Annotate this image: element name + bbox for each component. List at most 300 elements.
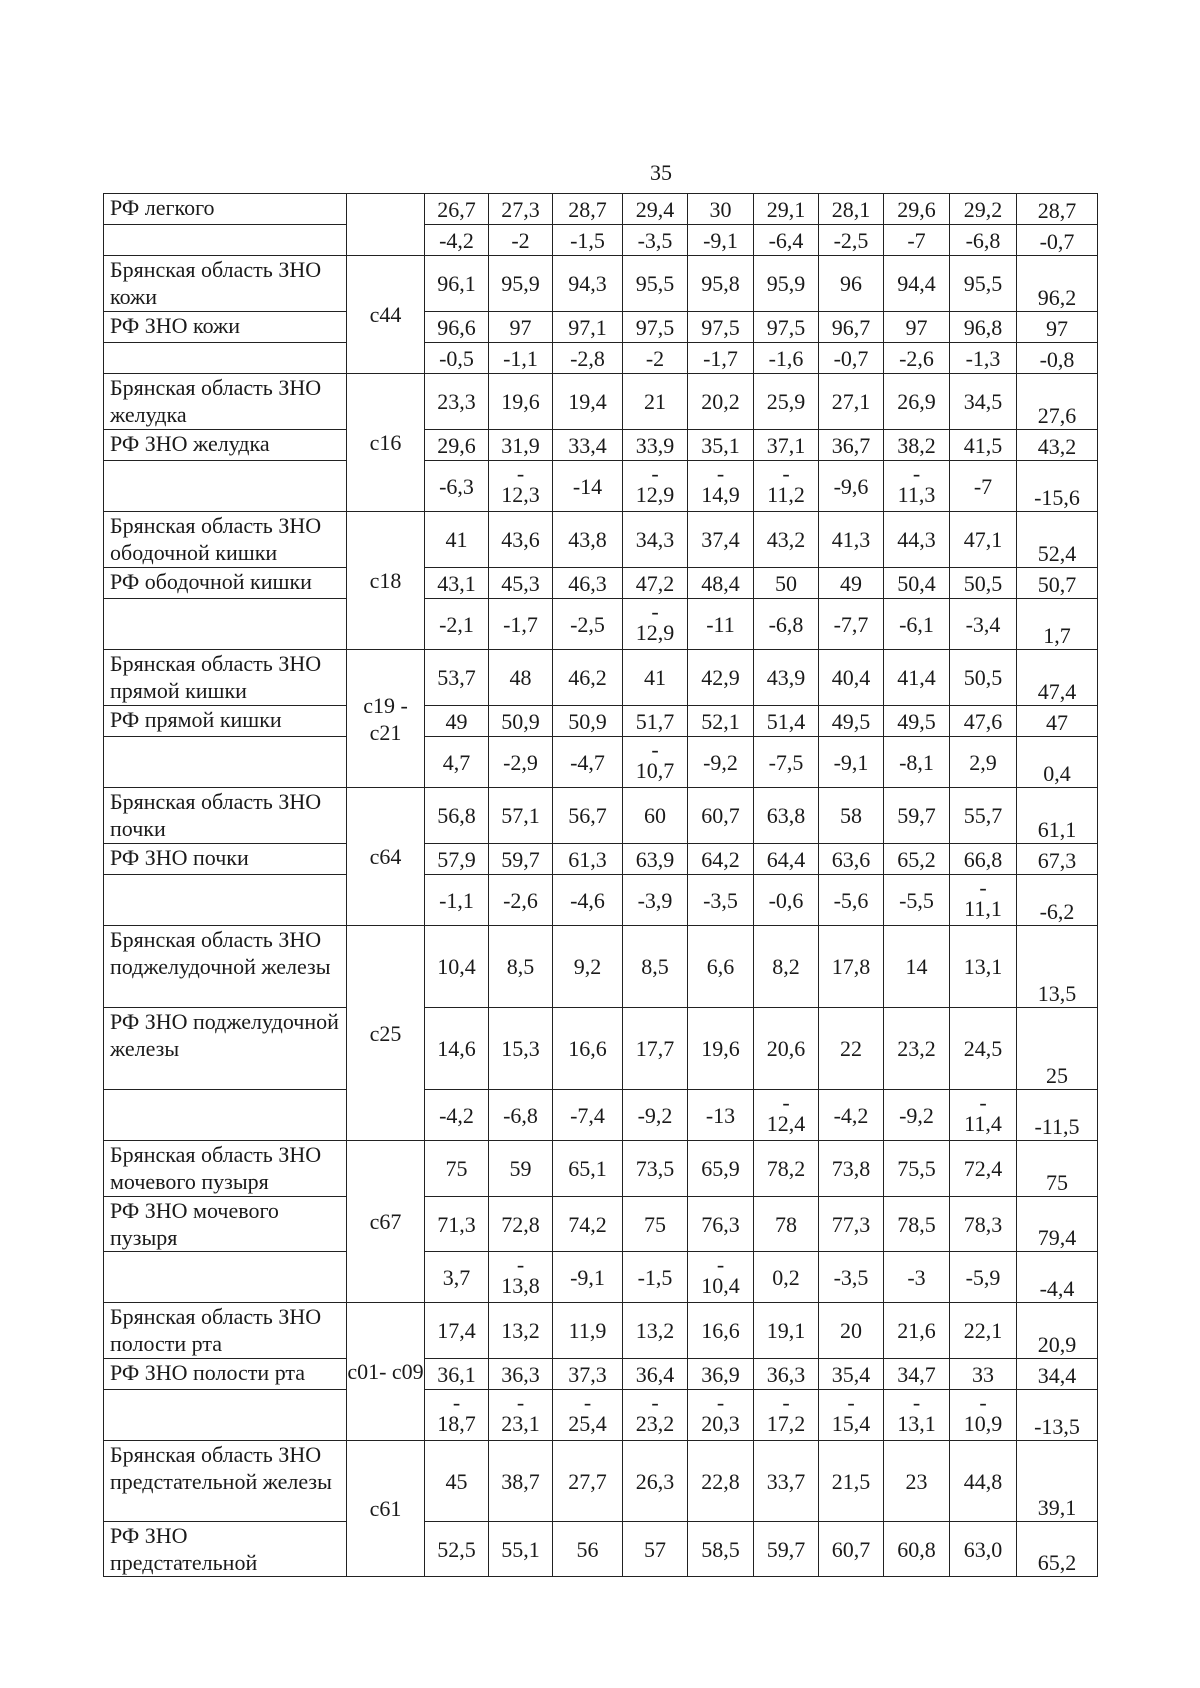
value-cell: 49 — [819, 568, 884, 599]
value-cell: 37,4 — [688, 512, 754, 568]
value-cell: 27,3 — [489, 194, 553, 225]
value-cell: 41 — [425, 512, 489, 568]
value-cell: -7,5 — [754, 737, 819, 788]
value-cell: 36,9 — [688, 1359, 754, 1390]
value-cell: 58,5 — [688, 1522, 754, 1577]
value-cell: -7 — [884, 225, 950, 256]
value-cell: 13,5 — [1017, 926, 1098, 1008]
value-cell: -6,2 — [1017, 875, 1098, 926]
value-cell: 49,5 — [819, 706, 884, 737]
table-row — [104, 650, 1098, 706]
value-cell: 97,5 — [623, 312, 688, 343]
row-label: РФ ЗНО кожи — [104, 312, 347, 343]
value-cell: 16,6 — [688, 1303, 754, 1359]
value-cell: -0,5 — [425, 343, 489, 374]
value-cell: 19,6 — [688, 1008, 754, 1090]
table-row — [104, 1441, 1098, 1522]
table-row — [104, 256, 1098, 312]
value-cell: 41 — [623, 650, 688, 706]
value-cell: -0,7 — [819, 343, 884, 374]
value-cell: 50,4 — [884, 568, 950, 599]
value-cell: -1,7 — [688, 343, 754, 374]
value-cell: 36,3 — [754, 1359, 819, 1390]
value-cell: -13 — [688, 1090, 754, 1141]
value-cell — [884, 461, 950, 512]
value-cell: 9,2 — [553, 926, 623, 1008]
value-cell: -2,8 — [553, 343, 623, 374]
row-label — [104, 1090, 347, 1141]
value-cell: 96 — [819, 256, 884, 312]
value-cell: 79,4 — [1017, 1197, 1098, 1252]
table-row-difference — [104, 737, 1098, 788]
table-row — [104, 512, 1098, 568]
value-cell: 3,7 — [425, 1252, 489, 1303]
wrapped-negative-value: - 12,9 — [635, 460, 675, 507]
wrapped-negative-value: - 13,8 — [501, 1251, 540, 1298]
value-cell: -3,9 — [623, 875, 688, 926]
value-cell: 42,9 — [688, 650, 754, 706]
value-cell: 8,2 — [754, 926, 819, 1008]
value-cell: 52,1 — [688, 706, 754, 737]
value-cell: 73,5 — [623, 1141, 688, 1197]
value-cell: 34,5 — [950, 374, 1017, 430]
value-cell: 96,7 — [819, 312, 884, 343]
table-row — [104, 1522, 1098, 1577]
wrapped-negative-value: - 13,1 — [897, 1389, 936, 1436]
value-cell: -14 — [553, 461, 623, 512]
value-cell — [489, 461, 553, 512]
wrapped-negative-value: - 10,4 — [701, 1251, 740, 1298]
value-cell: 41,3 — [819, 512, 884, 568]
value-cell: 61,1 — [1017, 788, 1098, 844]
wrapped-negative-value: - 20,3 — [701, 1389, 740, 1436]
value-cell: -9,2 — [688, 737, 754, 788]
table-row — [104, 788, 1098, 844]
value-cell — [754, 1090, 819, 1141]
value-cell: -4,2 — [425, 1090, 489, 1141]
row-label: РФ ЗНО почки — [104, 844, 347, 875]
value-cell: -6,3 — [425, 461, 489, 512]
value-cell: -9,1 — [553, 1252, 623, 1303]
value-cell: -5,5 — [884, 875, 950, 926]
value-cell — [754, 1390, 819, 1441]
value-cell: 95,9 — [489, 256, 553, 312]
value-cell: 63,9 — [623, 844, 688, 875]
table-row-difference — [104, 1390, 1098, 1441]
value-cell: -15,6 — [1017, 461, 1098, 512]
icd-code — [347, 194, 425, 256]
value-cell: 34,3 — [623, 512, 688, 568]
wrapped-negative-value: - 10,7 — [635, 736, 675, 783]
value-cell: -6,8 — [950, 225, 1017, 256]
value-cell: 29,2 — [950, 194, 1017, 225]
value-cell: -9,6 — [819, 461, 884, 512]
row-label: Брянская область ЗНО мочевого пузыря — [104, 1141, 347, 1197]
value-cell: 78,5 — [884, 1197, 950, 1252]
value-cell: 17,4 — [425, 1303, 489, 1359]
row-label: РФ ЗНО мочевого пузыря — [104, 1197, 347, 1252]
value-cell: 57,1 — [489, 788, 553, 844]
value-cell: -7,4 — [553, 1090, 623, 1141]
value-cell: 55,1 — [489, 1522, 553, 1577]
table-row — [104, 1197, 1098, 1252]
value-cell: 46,2 — [553, 650, 623, 706]
value-cell: -4,2 — [425, 225, 489, 256]
value-cell: 34,4 — [1017, 1359, 1098, 1390]
value-cell: 72,8 — [489, 1197, 553, 1252]
value-cell: 29,1 — [754, 194, 819, 225]
value-cell: 26,3 — [623, 1441, 688, 1522]
value-cell: -0,6 — [754, 875, 819, 926]
page-number: 35 — [650, 160, 672, 185]
table-row-difference — [104, 225, 1098, 256]
table-row — [104, 926, 1098, 1008]
value-cell: 17,8 — [819, 926, 884, 1008]
value-cell: 33,9 — [623, 430, 688, 461]
icd-code: с44 — [347, 256, 425, 374]
value-cell: -7 — [950, 461, 1017, 512]
value-cell: -4,6 — [553, 875, 623, 926]
value-cell: -1,6 — [754, 343, 819, 374]
value-cell: 56,7 — [553, 788, 623, 844]
value-cell: 45 — [425, 1441, 489, 1522]
value-cell: 60,8 — [884, 1522, 950, 1577]
value-cell: -6,8 — [489, 1090, 553, 1141]
value-cell: -1,7 — [489, 599, 553, 650]
value-cell: -2,5 — [553, 599, 623, 650]
value-cell: 29,6 — [884, 194, 950, 225]
row-label — [104, 1390, 347, 1441]
value-cell: -2,1 — [425, 599, 489, 650]
value-cell: -4,4 — [1017, 1252, 1098, 1303]
icd-code: с19 - с21 — [347, 650, 425, 788]
value-cell: 28,1 — [819, 194, 884, 225]
value-cell: 75 — [1017, 1141, 1098, 1197]
value-cell: 56 — [553, 1522, 623, 1577]
value-cell: 73,8 — [819, 1141, 884, 1197]
value-cell: 33,4 — [553, 430, 623, 461]
icd-code: с16 — [347, 374, 425, 512]
wrapped-negative-value: - 17,2 — [766, 1389, 806, 1436]
value-cell — [623, 461, 688, 512]
value-cell: 21,6 — [884, 1303, 950, 1359]
table-row — [104, 568, 1098, 599]
value-cell: 15,3 — [489, 1008, 553, 1090]
value-cell: 36,7 — [819, 430, 884, 461]
value-cell: 44,8 — [950, 1441, 1017, 1522]
value-cell: -1,1 — [489, 343, 553, 374]
value-cell: 14,6 — [425, 1008, 489, 1090]
value-cell: 55,7 — [950, 788, 1017, 844]
value-cell: 19,1 — [754, 1303, 819, 1359]
value-cell — [553, 1390, 623, 1441]
value-cell: 95,5 — [623, 256, 688, 312]
value-cell: -2 — [623, 343, 688, 374]
value-cell: -3,5 — [623, 225, 688, 256]
value-cell: -2,9 — [489, 737, 553, 788]
row-label: Брянская область ЗНО полости рта — [104, 1303, 347, 1359]
value-cell: -4,2 — [819, 1090, 884, 1141]
value-cell — [688, 1390, 754, 1441]
value-cell: -2,5 — [819, 225, 884, 256]
value-cell: 63,6 — [819, 844, 884, 875]
row-label — [104, 461, 347, 512]
value-cell: 37,1 — [754, 430, 819, 461]
value-cell: 96,6 — [425, 312, 489, 343]
value-cell: 1,7 — [1017, 599, 1098, 650]
value-cell: 49,5 — [884, 706, 950, 737]
row-label: Брянская область ЗНО предстательной железы — [104, 1441, 347, 1522]
value-cell: 44,3 — [884, 512, 950, 568]
value-cell: 33,7 — [754, 1441, 819, 1522]
wrapped-negative-value: - 23,1 — [501, 1389, 540, 1436]
value-cell: 76,3 — [688, 1197, 754, 1252]
value-cell: 77,3 — [819, 1197, 884, 1252]
wrapped-negative-value: - 12,3 — [501, 460, 540, 507]
icd-code: с18 — [347, 512, 425, 650]
value-cell: 95,5 — [950, 256, 1017, 312]
value-cell: 20,6 — [754, 1008, 819, 1090]
wrapped-negative-value: - 11,1 — [964, 874, 1002, 921]
value-cell: 23 — [884, 1441, 950, 1522]
row-label: РФ ЗНО полости рта — [104, 1359, 347, 1390]
table-row-difference — [104, 461, 1098, 512]
table-body — [104, 194, 1098, 1577]
row-label — [104, 1252, 347, 1303]
table-row — [104, 312, 1098, 343]
value-cell: 60,7 — [819, 1522, 884, 1577]
icd-code: с67 — [347, 1141, 425, 1303]
value-cell: 47,1 — [950, 512, 1017, 568]
value-cell: -3,4 — [950, 599, 1017, 650]
value-cell: 78,3 — [950, 1197, 1017, 1252]
value-cell: 24,5 — [950, 1008, 1017, 1090]
value-cell — [623, 1390, 688, 1441]
value-cell: 94,4 — [884, 256, 950, 312]
value-cell: 13,1 — [950, 926, 1017, 1008]
value-cell: 78,2 — [754, 1141, 819, 1197]
value-cell: 97 — [884, 312, 950, 343]
value-cell: 65,2 — [1017, 1522, 1098, 1577]
value-cell: 97,1 — [553, 312, 623, 343]
wrapped-negative-value: - 25,4 — [568, 1389, 607, 1436]
wrapped-negative-value: - 11,2 — [767, 460, 805, 507]
value-cell: 64,2 — [688, 844, 754, 875]
value-cell: 52,4 — [1017, 512, 1098, 568]
row-label: РФ ЗНО поджелудочной железы — [104, 1008, 347, 1090]
value-cell: -5,9 — [950, 1252, 1017, 1303]
row-label: Брянская область ЗНО желудка — [104, 374, 347, 430]
value-cell: -1,5 — [623, 1252, 688, 1303]
value-cell: 97,5 — [688, 312, 754, 343]
value-cell: 61,3 — [553, 844, 623, 875]
value-cell: 59 — [489, 1141, 553, 1197]
value-cell: 19,6 — [489, 374, 553, 430]
wrapped-negative-value: - 15,4 — [831, 1389, 871, 1436]
table-row — [104, 706, 1098, 737]
wrapped-negative-value: - 14,9 — [701, 460, 740, 507]
value-cell: 43,2 — [754, 512, 819, 568]
value-cell: 47,6 — [950, 706, 1017, 737]
value-cell: -0,7 — [1017, 225, 1098, 256]
wrapped-negative-value: - 12,4 — [766, 1089, 806, 1136]
value-cell: -6,8 — [754, 599, 819, 650]
value-cell: 65,1 — [553, 1141, 623, 1197]
row-label: Брянская область ЗНО ободочной кишки — [104, 512, 347, 568]
value-cell — [754, 461, 819, 512]
value-cell: 60 — [623, 788, 688, 844]
value-cell: -9,2 — [884, 1090, 950, 1141]
wrapped-negative-value: - 10,9 — [963, 1389, 1003, 1436]
value-cell: 97 — [489, 312, 553, 343]
table-row — [104, 374, 1098, 430]
value-cell: 0,4 — [1017, 737, 1098, 788]
value-cell: 22,1 — [950, 1303, 1017, 1359]
row-label — [104, 343, 347, 374]
statistics-table — [103, 193, 1098, 1577]
value-cell: 0,2 — [754, 1252, 819, 1303]
value-cell: -3 — [884, 1252, 950, 1303]
row-label: РФ ободочной кишки — [104, 568, 347, 599]
value-cell: 47 — [1017, 706, 1098, 737]
value-cell: 63,0 — [950, 1522, 1017, 1577]
value-cell: 26,9 — [884, 374, 950, 430]
value-cell: 28,7 — [1017, 194, 1098, 225]
value-cell: 64,4 — [754, 844, 819, 875]
table-row-difference — [104, 1090, 1098, 1141]
value-cell: 50,7 — [1017, 568, 1098, 599]
value-cell — [950, 1390, 1017, 1441]
value-cell: 19,4 — [553, 374, 623, 430]
value-cell: -2,6 — [884, 343, 950, 374]
value-cell — [688, 1252, 754, 1303]
value-cell: 96,1 — [425, 256, 489, 312]
value-cell: 22,8 — [688, 1441, 754, 1522]
value-cell — [688, 461, 754, 512]
value-cell: 29,4 — [623, 194, 688, 225]
value-cell: -2 — [489, 225, 553, 256]
value-cell: 96,2 — [1017, 256, 1098, 312]
value-cell: -8,1 — [884, 737, 950, 788]
table-row — [104, 1303, 1098, 1359]
row-label: РФ прямой кишки — [104, 706, 347, 737]
value-cell — [623, 737, 688, 788]
wrapped-negative-value: - 11,3 — [897, 460, 936, 507]
value-cell: 43,6 — [489, 512, 553, 568]
value-cell: 25,9 — [754, 374, 819, 430]
table-row-difference — [104, 875, 1098, 926]
value-cell: 47,2 — [623, 568, 688, 599]
value-cell: 37,3 — [553, 1359, 623, 1390]
value-cell — [819, 1390, 884, 1441]
row-label — [104, 737, 347, 788]
value-cell: 46,3 — [553, 568, 623, 599]
value-cell: 48 — [489, 650, 553, 706]
value-cell: 11,9 — [553, 1303, 623, 1359]
value-cell: 35,1 — [688, 430, 754, 461]
table-row — [104, 844, 1098, 875]
value-cell: 67,3 — [1017, 844, 1098, 875]
value-cell: 49 — [425, 706, 489, 737]
value-cell: 75 — [425, 1141, 489, 1197]
value-cell: 43,9 — [754, 650, 819, 706]
row-label: РФ ЗНО желудка — [104, 430, 347, 461]
value-cell: 8,5 — [489, 926, 553, 1008]
value-cell: 51,4 — [754, 706, 819, 737]
value-cell: 47,4 — [1017, 650, 1098, 706]
wrapped-negative-value: - 12,9 — [635, 598, 675, 645]
value-cell: 39,1 — [1017, 1441, 1098, 1522]
value-cell: 22 — [819, 1008, 884, 1090]
table-row-difference — [104, 599, 1098, 650]
value-cell: 13,2 — [623, 1303, 688, 1359]
value-cell: 21,5 — [819, 1441, 884, 1522]
value-cell: -6,1 — [884, 599, 950, 650]
wrapped-negative-value: - 11,4 — [964, 1089, 1002, 1136]
value-cell: 57 — [623, 1522, 688, 1577]
value-cell: -1,5 — [553, 225, 623, 256]
value-cell: 48,4 — [688, 568, 754, 599]
value-cell: 26,7 — [425, 194, 489, 225]
wrapped-negative-value: - 18,7 — [437, 1389, 476, 1436]
value-cell: 43,8 — [553, 512, 623, 568]
icd-code: с01- с09 — [347, 1303, 425, 1441]
row-label — [104, 875, 347, 926]
value-cell: -3,5 — [819, 1252, 884, 1303]
row-label: РФ ЗНО предстательной — [104, 1522, 347, 1577]
value-cell: 50 — [754, 568, 819, 599]
value-cell: 23,2 — [884, 1008, 950, 1090]
value-cell — [950, 1090, 1017, 1141]
table-row — [104, 194, 1098, 225]
value-cell: 28,7 — [553, 194, 623, 225]
value-cell: 27,1 — [819, 374, 884, 430]
value-cell: 27,6 — [1017, 374, 1098, 430]
value-cell: 50,5 — [950, 650, 1017, 706]
value-cell: 57,9 — [425, 844, 489, 875]
value-cell: 14 — [884, 926, 950, 1008]
value-cell: 35,4 — [819, 1359, 884, 1390]
value-cell: 21 — [623, 374, 688, 430]
value-cell: 27,7 — [553, 1441, 623, 1522]
value-cell: 30 — [688, 194, 754, 225]
wrapped-negative-value: - 23,2 — [635, 1389, 675, 1436]
value-cell: 10,4 — [425, 926, 489, 1008]
value-cell: 25 — [1017, 1008, 1098, 1090]
value-cell: 59,7 — [884, 788, 950, 844]
value-cell: 40,4 — [819, 650, 884, 706]
value-cell: -0,8 — [1017, 343, 1098, 374]
value-cell: -1,1 — [425, 875, 489, 926]
row-label — [104, 599, 347, 650]
table-row-difference — [104, 1252, 1098, 1303]
value-cell: 31,9 — [489, 430, 553, 461]
value-cell: 41,5 — [950, 430, 1017, 461]
value-cell: 13,2 — [489, 1303, 553, 1359]
icd-code: с61 — [347, 1441, 425, 1577]
value-cell: 97,5 — [754, 312, 819, 343]
value-cell: 20,2 — [688, 374, 754, 430]
row-label: РФ легкого — [104, 194, 347, 225]
value-cell: 43,1 — [425, 568, 489, 599]
value-cell: 75 — [623, 1197, 688, 1252]
value-cell — [950, 875, 1017, 926]
row-label — [104, 225, 347, 256]
value-cell: 8,5 — [623, 926, 688, 1008]
table-row — [104, 1359, 1098, 1390]
value-cell: 4,7 — [425, 737, 489, 788]
value-cell: 20 — [819, 1303, 884, 1359]
